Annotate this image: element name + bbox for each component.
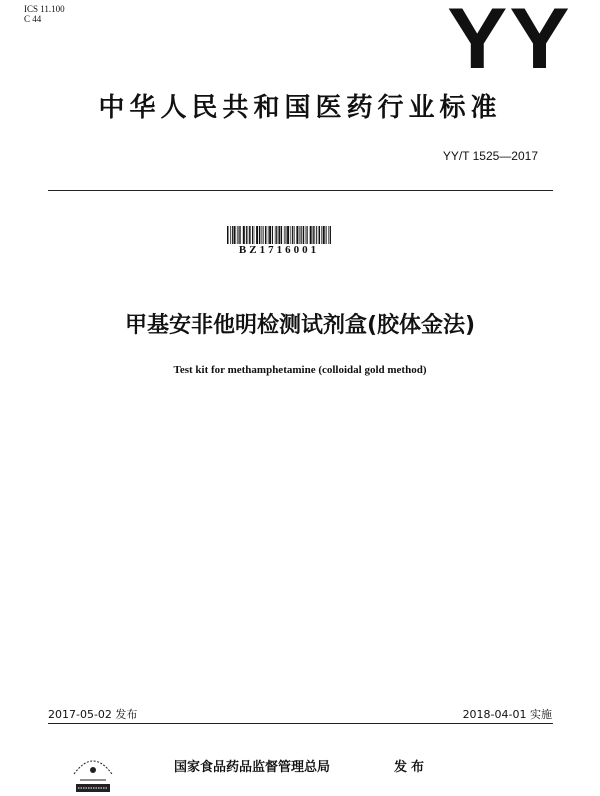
barcode-bar	[259, 226, 260, 244]
header-divider	[48, 190, 553, 191]
barcode-number: BZ1716001	[238, 244, 320, 256]
barcode-bar	[232, 226, 233, 244]
barcode-bar	[278, 226, 280, 244]
barcode-bar	[281, 226, 283, 244]
barcode-bar	[252, 226, 253, 244]
ics-code: ICS 11.100	[24, 4, 65, 14]
barcode-bar	[294, 226, 295, 244]
barcode-bar	[268, 226, 269, 244]
barcode-bar	[323, 226, 325, 244]
barcode-bar	[276, 226, 277, 244]
barcode-bar	[285, 226, 286, 244]
barcode-bar	[230, 226, 231, 244]
ics-classification	[24, 4, 65, 24]
issuer-seal-icon	[66, 744, 120, 794]
barcode-bar	[292, 226, 293, 244]
barcode-bar	[275, 226, 276, 244]
barcode-bar	[303, 226, 305, 244]
barcode-bar	[269, 226, 271, 244]
implementation-date: 2018-04-01 实施	[462, 708, 552, 721]
barcode-bar	[249, 226, 251, 244]
barcode-bar	[234, 226, 236, 244]
barcode-bar	[238, 226, 239, 244]
footer-divider	[48, 723, 553, 724]
document-title-english: Test kit for methamphetamine (colloidal gold method)	[173, 364, 427, 376]
barcode-bar	[299, 226, 300, 244]
barcode-bar	[254, 226, 255, 244]
publish-label: 发布	[394, 760, 429, 775]
barcode-bar	[307, 226, 308, 244]
barcode-bar	[248, 226, 249, 244]
standard-number: YY/T 1525—2017	[442, 149, 538, 163]
barcode-bar	[306, 226, 307, 244]
barcode-bar	[316, 226, 317, 244]
barcode-bar	[287, 226, 289, 244]
barcode-bar	[319, 226, 321, 244]
barcode-bar	[272, 226, 273, 244]
barcode-bar	[328, 226, 329, 244]
barcode-bar	[243, 226, 245, 244]
ccs-code: C 44	[24, 14, 42, 24]
document-title-chinese: 甲基安非他明检测试剂盒(胶体金法)	[124, 313, 476, 338]
barcode-image	[227, 226, 331, 244]
barcode-bar	[330, 226, 331, 244]
issue-date: 2017-05-02 发布	[48, 708, 138, 721]
barcode-bar	[240, 226, 241, 244]
standard-category-title: 中华人民共和国医药行业标准	[98, 93, 502, 123]
barcode-bar	[314, 226, 315, 244]
barcode-bar	[326, 226, 327, 244]
barcode-bar	[227, 226, 229, 244]
barcode-bar	[265, 226, 267, 244]
barcode-bar	[290, 226, 291, 244]
barcode-bar	[237, 226, 238, 244]
barcode-bar	[263, 226, 264, 244]
barcode-bar	[321, 226, 322, 244]
barcode-bar	[261, 226, 262, 244]
barcode-bar	[246, 226, 247, 244]
yy-logo: YY	[447, 0, 572, 87]
barcode-bar	[284, 226, 285, 244]
barcode-bar	[313, 226, 314, 244]
publisher-name: 国家食品药品监督管理总局	[174, 760, 331, 775]
barcode-bar	[310, 226, 312, 244]
barcode-bar	[296, 226, 298, 244]
barcode-bar	[301, 226, 302, 244]
barcode-bar	[256, 226, 258, 244]
